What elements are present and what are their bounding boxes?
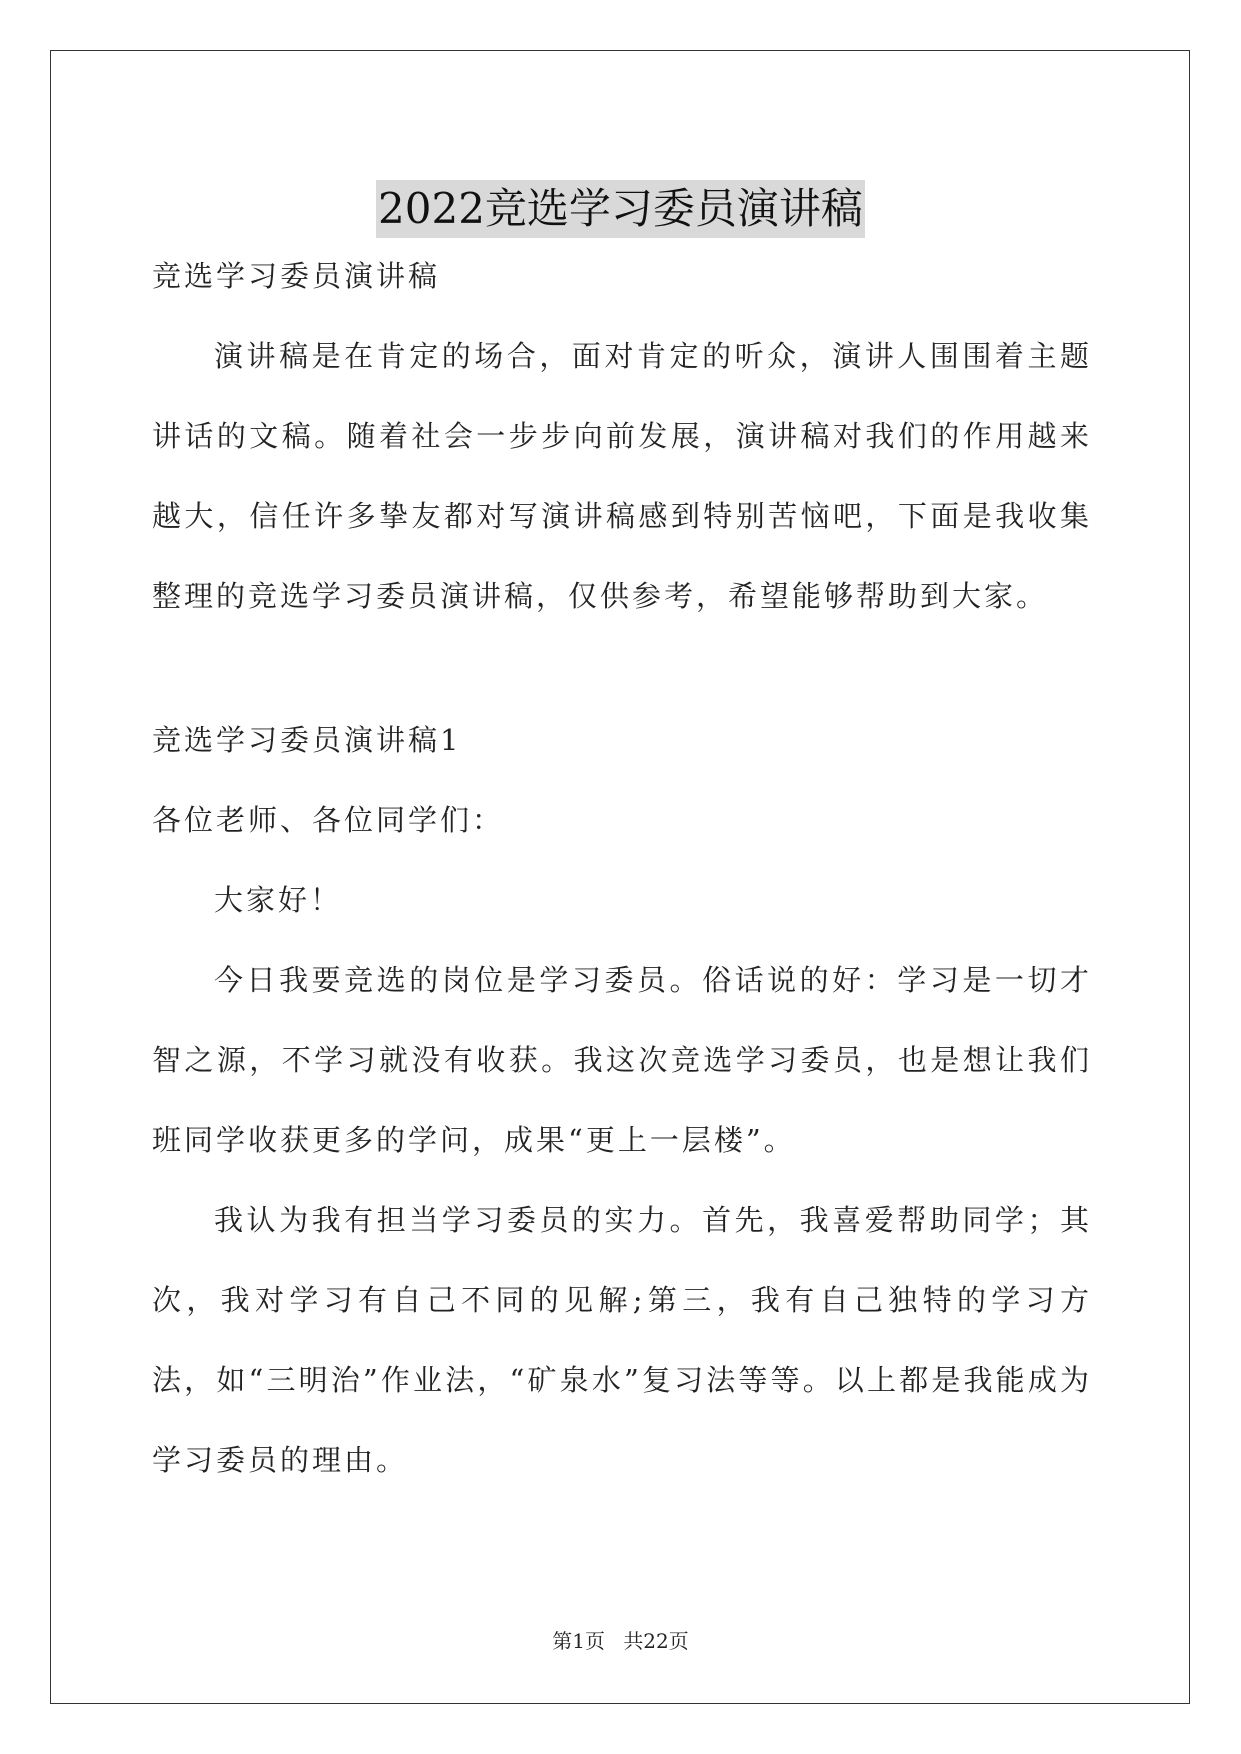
greeting: 大家好！: [214, 883, 343, 917]
document-body: [152, 236, 1092, 1500]
body-paragraph: 我认为我有担当学习委员的实力。首先，我喜爱帮助同学；其次，我对学习有自己不同的见解;第三，我有自己独特的学习方法，如“三明治”作业法，“矿泉水”复习法等等。以上都是我能成为学习委员的理由。: [152, 1203, 1092, 1477]
speech-heading: 竞选学习委员演讲稿1: [152, 723, 462, 757]
salutation: 各位老师、各位同学们：: [152, 803, 505, 837]
intro-paragraph: 演讲稿是在肯定的场合，面对肯定的听众，演讲人围围着主题讲话的文稿。随着社会一步步向前发展，演讲稿对我们的作用越来越大，信任许多挚友都对写演讲稿感到特别苦恼吧，下面是我收集整理的竞选学习委员演讲稿，仅供参考，希望能够帮助到大家。: [152, 339, 1092, 613]
page-total: 共22页: [623, 1629, 689, 1653]
document-title: 2022竞选学习委员演讲稿: [376, 180, 865, 238]
page-number: 第1页: [552, 1629, 605, 1653]
section-heading: 竞选学习委员演讲稿: [152, 259, 441, 293]
page-footer: [0, 1625, 1241, 1654]
paragraph-gap: [152, 636, 1092, 700]
body-paragraph: 今日我要竞选的岗位是学习委员。俗话说的好：学习是一切才智之源，不学习就没有收获。我这次竞选学习委员，也是想让我们班同学收获更多的学问，成果“更上一层楼”。: [152, 963, 1092, 1157]
